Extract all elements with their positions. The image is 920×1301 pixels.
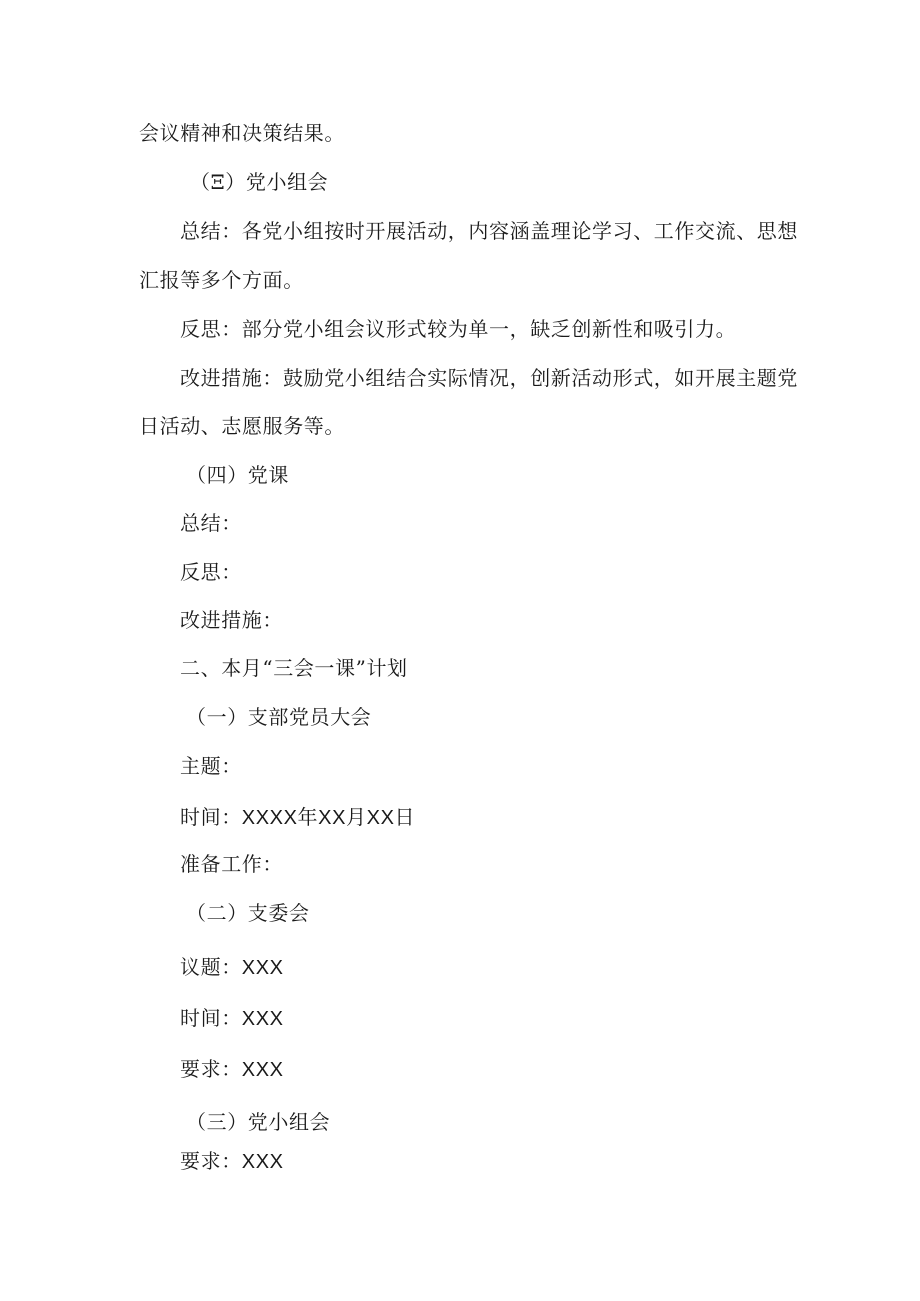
section-heading-general-meeting: （一）支部党员大会: [186, 705, 372, 729]
lecture-improvement-label: 改进措施：: [180, 608, 283, 632]
committee-requirements: 要求：XXX: [180, 1059, 284, 1081]
section-heading-party-group-meeting: （Ξ）党小组会: [190, 170, 329, 194]
committee-agenda: 议题：XXX: [180, 957, 284, 979]
summary-line-2: 汇报等多个方面。: [139, 268, 304, 292]
general-meeting-time: 时间：XXXX年XX月XX日: [180, 807, 416, 829]
improvement-line-2: 日活动、志愿服务等。: [139, 414, 345, 438]
section-heading-party-lecture: （四）党课: [186, 463, 289, 487]
lecture-summary-label: 总结：: [180, 511, 242, 535]
section-heading-branch-committee: （二）支委会: [186, 901, 310, 925]
chapter-heading-monthly-plan: 二、本月“三会一课”计划: [180, 656, 408, 680]
lecture-reflection-label: 反思：: [180, 560, 242, 584]
general-meeting-topic: 主题：: [180, 754, 242, 778]
section-heading-party-group: （三）党小组会: [186, 1110, 331, 1134]
party-group-requirements: 要求：XXX: [180, 1151, 284, 1173]
summary-line-1: 总结：各党小组按时开展活动，内容涵盖理论学习、工作交流、思想: [180, 219, 798, 243]
general-meeting-preparation: 准备工作：: [180, 852, 283, 876]
committee-time: 时间：XXX: [180, 1008, 284, 1030]
reflection-line: 反思：部分党小组会议形式较为单一，缺乏创新性和吸引力。: [180, 317, 737, 341]
improvement-line-1: 改进措施：鼓励党小组结合实际情况，创新活动形式，如开展主题党: [180, 366, 798, 390]
paragraph-continuation-line: 会议精神和决策结果。: [139, 121, 345, 145]
